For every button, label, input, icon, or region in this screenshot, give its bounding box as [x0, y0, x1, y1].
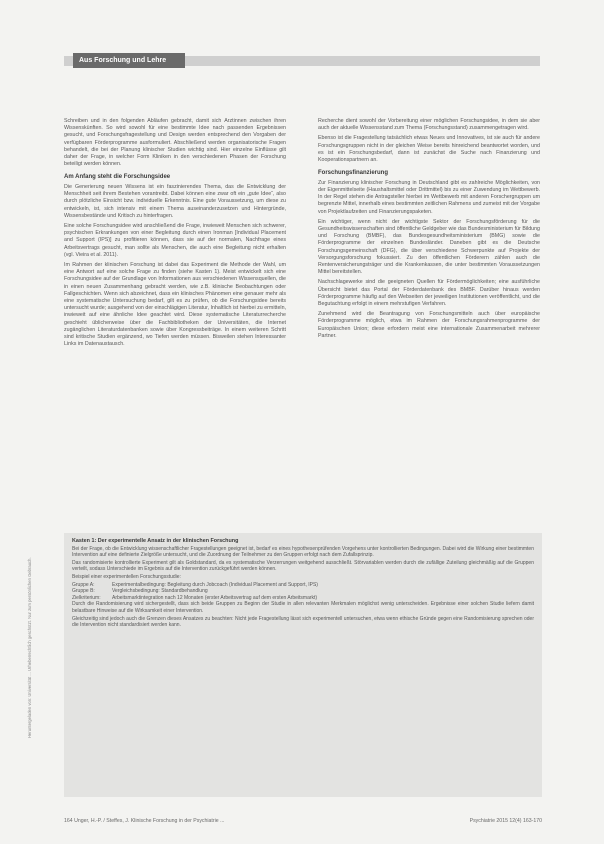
group-text: Arbeitsmarktintegration nach 12 Monaten (erster Arbeitsvertrag auf dem ersten Arbeitsmarkt) — [112, 594, 318, 601]
box-paragraph: Bei der Frage, ob die Entwicklung wissenschaftlicher Fragestellungen geeignet ist, bedarf es eines hypothesenprüfenden Vorgehens unter kontrollierten Bedingungen. Dabei wird die Wirkung einer bestimmten Intervention auf eine definierte Zielgröße untersucht, und die Zuordnung der Teilnehmer zu den Gruppen erfolgt nach dem Zufallsprinzip. — [72, 545, 534, 559]
paragraph: Schreiben und in den folgenden Abläufen gebracht, damit sich Ärztinnen zwischen ihren Wissenskünften. So wird sowohl für eine bestimmte Idee nach passenden Ergebnissen gesucht, und Forschungsfragestellung und Design werden entsprechend den Vorgaben der verfügbaren Förderprogramme ausformuliert. Abschließend werden organisatorische Fragen behandelt, die bei der Planung klinischer Studien wichtig sind. Hier einzelne Einflüsse gilt daher der Frage, in welcher Form Kliniken in den verschiedenen Phasen der Forschung beteiligt werden können. — [64, 118, 286, 168]
footer-citation: 164 Unger, H.-P. / Steffes, J. Klinische Forschung in der Psychiatrie ... — [64, 818, 225, 824]
right-column — [318, 118, 540, 458]
info-box — [64, 533, 542, 797]
group-text: Vergleichsbedingung: Standardbehandlung — [112, 588, 208, 595]
box-paragraph: Das randomisierte kontrollierte Experiment gilt als Goldstandard, da es systematische Verzerrungen weitgehend ausschließt. Störvariablen werden durch die zufällige Zuteilung gleichmäßig auf die Gruppen verteilt, sodass Unterschiede im Ergebnis auf die Intervention zurückgeführt werden können. — [72, 559, 534, 573]
section-header: Aus Forschung und Lehre — [73, 53, 185, 68]
section-heading: Am Anfang steht die Forschungsidee — [64, 174, 171, 181]
box-paragraph: Gleichzeitig sind jedoch auch die Grenzen dieses Ansatzes zu beachten: Nicht jede Fragestellung lässt sich experimentell untersuchen, etwa wenn ethische Gründe gegen eine Randomisierung sprechen oder die Intervention nicht standardisiert werden kann. — [72, 615, 534, 629]
box-paragraph: Beispiel einer experimentellen Forschungsstudie: — [72, 573, 181, 580]
side-note-text: Heruntergeladen von: Universität ... Urheberrechtlich geschützt. Nur zum persönlichen Gebrauch. — [27, 557, 32, 738]
group-row — [72, 582, 534, 589]
page-footer — [64, 818, 542, 828]
paragraph: Ebenso ist die Fragestellung tatsächlich etwas Neues und Innovatives, ist sie auch für andere Forschungsgruppen nicht in der gleichen Weise bereits hinreichend beantwortet worden, und es ist ein Forschungsbedarf, dann ist zunächst die Suche nach Finanzierung und Kooperationspartnern an. — [318, 135, 540, 164]
group-row — [72, 595, 534, 602]
section-heading: Forschungsfinanzierung — [318, 170, 389, 177]
box-paragraph: Durch die Randomisierung wird sichergestellt, dass sich beide Gruppen zu Beginn der Studie in allen relevanten Merkmalen möglichst wenig unterscheiden. Ergebnisse einer solchen Studie liefern damit belastbare Hinweise auf die Wirksamkeit einer Intervention. — [72, 601, 534, 614]
paragraph: Zur Finanzierung klinischer Forschung in Deutschland gibt es zahlreiche Möglichkeiten, von der Eigenmittelseite (Haushaltsmittel oder Drittmittel) bis zu einer Zuwendung im Wettbewerb. In der Regel stehen die Antragsteller hierbei im Wettbewerb mit anderen Forschergruppen um begrenzte Mittel, innerhalb eines bestimmten zeitlichen Rahmens und zumeist mit der Vorgabe von Projektlaufzeiten und Finanzierungspaketen. — [318, 179, 540, 215]
group-name: Gruppe A: — [72, 581, 95, 588]
left-column — [64, 118, 286, 524]
group-name: Zielkriterium: — [72, 594, 101, 601]
paragraph: Zunehmend wird die Beantragung von Forschungsmitteln auch über europäische Förderprogramme möglich, etwa im Rahmen der Forschungsrahmenprogramme der Europäischen Union; diese erfordern meist eine internationale Zusammenarbeit mehrerer Partner. — [318, 311, 540, 339]
group-name: Gruppe B: — [72, 588, 95, 595]
group-text: Experimentalbedingung: Begleitung durch Jobcoach (Individual Placement and Support, IPS) — [112, 581, 318, 588]
paragraph: Nachschlagewerke sind die geeigneten Quellen für Fördermöglichkeiten; eine ausführliche Übersicht bietet das Portal der Förderdatenbank des BMBF. Darüber hinaus werden Förderprogramme häufig auf den Webseiten der jeweiligen Institutionen veröffentlicht, und die Begutachtung erfolgt in einem mehrstufigen Verfahren. — [318, 279, 540, 307]
group-row — [72, 588, 534, 595]
footer-journal: Psychiatrie 2015 12(4) 163-170 — [469, 818, 542, 824]
box-title: Kasten 1: Der experimentelle Ansatz in der klinischen Forschung — [72, 538, 239, 544]
paragraph: Eine solche Forschungsidee wird anschließend die Frage, inwieweit Menschen sich schwerer, psychischen Erkrankungen von einer Begleitung durch einen Ironman [Individual Placement and Support (IPS)] zu profitieren können, dass sie auf der normalen, Nachfrage eines Arbeitsvertrags gesucht, man sollte als Menschen, die auch eine Begleitung nicht erhalten (vgl. Vieira et al. 2011). — [64, 222, 286, 258]
paragraph: Ein wichtiger, wenn nicht der wichtigste Sektor der Forschungsförderung für die Gesundheitswissenschaften sind öffentliche Geldgeber wie das Bundesministerium für Bildung und Forschung (BMBF), das Bundesgesundheitsministerium (BMG) sowie die Förderprogramme der einzelnen Bundesländer. Daneben gibt es die Deutsche Forschungsgemeinschaft (DFG), die über verschiedene Schwerpunkte auf Projekte der Versorgungsforschung fokussiert. Zu den öffentlichen Förderern zählen auch die Rentenversicherungsträger und die Krankenkassen, die unter bestimmten Voraussetzungen Mittel bereitstellen. — [318, 218, 540, 276]
paragraph: Recherche dient sowohl der Vorbereitung einer möglichen Forschungsidee, in dem sie aber auch der aktuelle Wissensstand zum Thema (Forschungsstand) zusammengetragen wird. — [318, 118, 540, 132]
paragraph: Die Generierung neuen Wissens ist ein faszinierendes Thema, das die Entwicklung der Menschheit seit ihrem Bestehen vorantreibt. Dabei können eine zwar oft ein „gute Idee“, also durch plötzliche Einsicht bzw. individuelle Erkenntnis. Eine gute Voraussetzung, um diese zu entwickeln, ist, sich intensiv mit einem Thema auseinanderzusetzen und Hintergründe, Wissensbestände und Kritisch zu hinterfragen. — [64, 183, 286, 219]
side-note — [26, 118, 36, 738]
paragraph: Im Rahmen der klinischen Forschung ist dabei das Experiment die Methode der Wahl, um eine Antwort auf eine solche Frage zu finden (siehe Kasten 1). Meist entwickelt sich eine Forschungsidee auf der Grundlage von Informationen aus verschiedenen Wissensquellen, die in einen neuen Zusammenhang gebracht werden, wie z.B. klinische Beobachtungen oder Fallgeschichten. Wenn sich abzeichnet, dass ein klinisches Phänomen eine genauer mehr als eine systematische Untersuchung bedarf, gilt es zu prüfen, ob die Forschungsidee bereits untersucht wurde; ausgehend von der einschlägigen Literatur, Inhaltlich ist hierbei zu ermitteln, inwieweit auf eine ähnliche Idee geachtet wird. Diese systematische Literaturrecherche geschieht üblicherweise über die Fachbibliotheken der Universitäten, die Internet zugänglichen Literaturdatenbanken sowie über Kongressbeiträge. In einem weiteren Schritt sind kritische Studien ergänzend, wo Tiefen werden müssen. Bisweilen stehen Interessanter Links im Datenaustausch. — [64, 261, 286, 348]
